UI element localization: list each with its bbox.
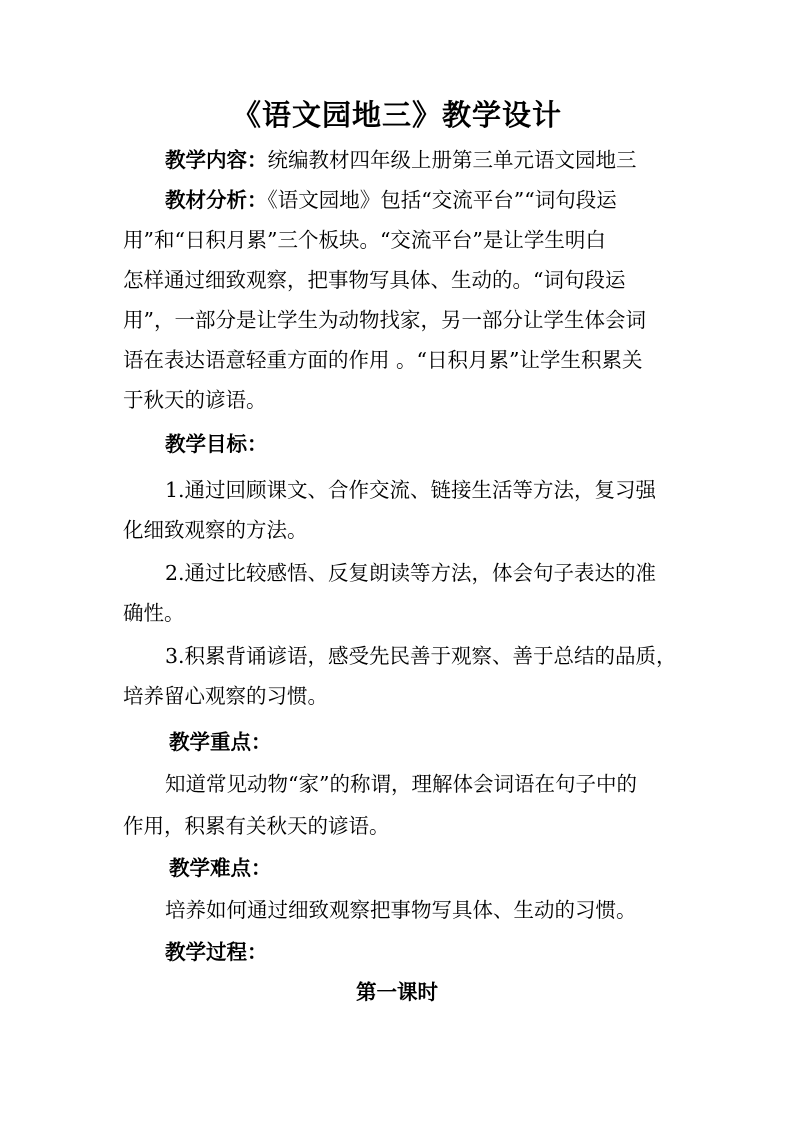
goals-heading: 教学目标：: [165, 432, 268, 456]
goal-2-line-2: 确性。: [123, 601, 185, 625]
content-label: 教学内容：: [165, 148, 268, 172]
goal-1-line-1: 1.通过回顾课文、合作交流、链接生活等方法，复习强: [165, 478, 657, 502]
analysis-line-5: 语在表达语意轻重方面的作用 。“日积月累”让学生积累关: [123, 348, 643, 372]
difficulty-text: 培养如何通过细致观察把事物写具体、生动的习惯。: [165, 898, 637, 922]
goal-1-line-2: 化细致观察的方法。: [123, 518, 308, 542]
document-title: 《语文园地三》教学设计: [231, 98, 562, 132]
key-points-heading: 教学重点：: [169, 730, 272, 754]
content-text: 统编教材四年级上册第三单元语文园地三: [267, 148, 637, 172]
goal-2-line-1: 2.通过比较感悟、反复朗读等方法，体会句子表达的准: [165, 561, 657, 585]
analysis-text-1: 《语文园地》包括“交流平台”“词句段运: [267, 188, 617, 212]
process-heading: 教学过程：: [165, 940, 268, 964]
goal-3-line-1: 3.积累背诵谚语，感受先民善于观察、善于总结的品质，: [165, 644, 677, 668]
analysis-label: 教材分析：: [165, 188, 268, 212]
analysis-line-6: 于秋天的谚语。: [123, 388, 267, 412]
analysis-line-3: 怎样通过细致观察，把事物写具体、生动的。“词句段运: [123, 268, 626, 292]
analysis-line-1: [165, 180, 725, 220]
lesson-heading: 第一课时: [356, 980, 438, 1004]
goal-3-line-2: 培养留心观察的习惯。: [123, 684, 328, 708]
difficulty-heading: 教学难点：: [169, 856, 272, 880]
analysis-line-4: 用”，一部分是让学生为动物找家，另一部分让学生体会词: [123, 308, 646, 332]
key-points-line-2: 作用，积累有关秋天的谚语。: [123, 814, 390, 838]
analysis-line-2: 用”和“日积月累”三个板块。“交流平台”是让学生明白: [123, 228, 606, 252]
content-line: [165, 140, 725, 180]
key-points-line-1: 知道常见动物“家”的称谓，理解体会词语在句子中的: [165, 772, 637, 796]
